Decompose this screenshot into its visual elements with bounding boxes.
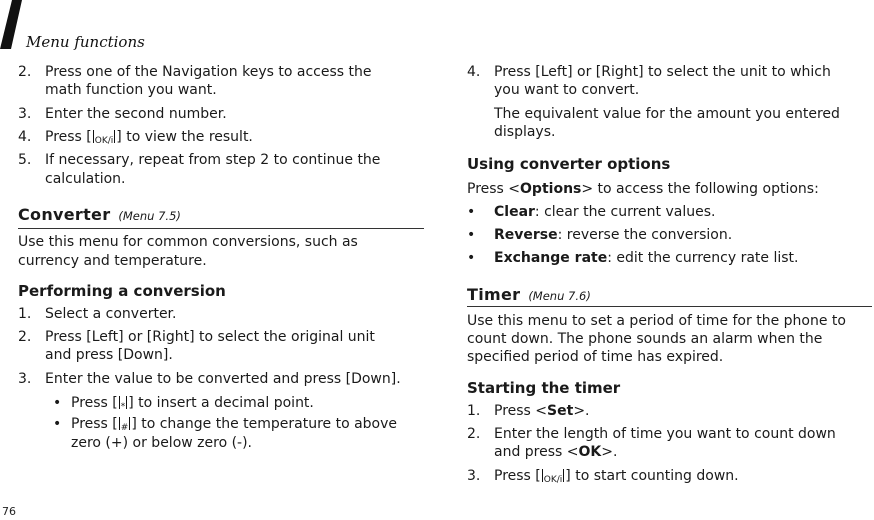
converter-desc: Use this menu for common conversions, such as	[18, 234, 358, 250]
step-text: Enter the second number.	[45, 106, 227, 122]
step-text: If necessary, repeat from step 2 to continue the	[45, 152, 381, 168]
step-note: displays.	[494, 124, 556, 140]
step-text: and press <OK>.	[494, 444, 618, 460]
step-number: 1.	[18, 306, 32, 322]
bullet-text: zero (+) or below zero (-).	[71, 435, 253, 451]
page-number: 76	[2, 505, 16, 518]
step-text: calculation.	[45, 171, 126, 187]
step-text: Press [Left] or [Right] to select the original unit	[45, 329, 375, 345]
section-divider	[467, 306, 872, 307]
converter-heading: Converter (Menu 7.5)	[18, 205, 181, 224]
step-note: The equivalent value for the amount you entered	[494, 106, 840, 122]
converter-desc: currency and temperature.	[18, 253, 207, 269]
starting-timer-heading: Starting the timer	[467, 379, 621, 397]
step-text: Press [ OK/i ] to start counting down.	[494, 468, 739, 485]
step-number: 2.	[467, 426, 481, 442]
ok-key-icon: OK/i	[93, 130, 116, 143]
ok-key-icon: OK/i	[542, 469, 565, 482]
step-number: 5.	[18, 152, 32, 168]
bullet-dot: •	[53, 395, 62, 411]
step-text: Enter the value to be converted and press [Down].	[45, 371, 401, 387]
bullet-dot: •	[467, 227, 476, 243]
step-number: 3.	[18, 106, 32, 122]
option-item: Exchange rate: edit the currency rate list.	[494, 250, 799, 266]
step-text: math function you want.	[45, 82, 217, 98]
converter-options-heading: Using converter options	[467, 155, 671, 173]
bullet-text: Press [ # ] to change the temperature to above	[71, 416, 398, 433]
step-number: 3.	[18, 371, 32, 387]
converter-menu-ref: (Menu 7.5)	[118, 209, 181, 223]
option-item: Clear: clear the current values.	[494, 204, 716, 220]
step-text: Enter the length of time you want to count down	[494, 426, 836, 442]
step-text: Press [ OK/i ] to view the result.	[45, 129, 253, 146]
step-number: 4.	[18, 129, 32, 145]
options-intro: Press <Options> to access the following options:	[467, 181, 819, 197]
step-text: Press [Left] or [Right] to select the unit to which	[494, 64, 831, 80]
bullet-dot: •	[467, 250, 476, 266]
timer-heading: Timer (Menu 7.6)	[467, 285, 591, 304]
header-title: Menu functions	[26, 33, 145, 51]
step-number: 2.	[18, 64, 32, 80]
step-text: Press <Set>.	[494, 403, 590, 419]
section-divider	[18, 228, 424, 229]
hash-key-icon: #	[119, 417, 131, 430]
timer-menu-ref: (Menu 7.6)	[528, 289, 591, 303]
bullet-dot: •	[53, 416, 62, 432]
star-key-icon: *	[119, 396, 128, 409]
performing-conversion-heading: Performing a conversion	[18, 282, 226, 300]
bullet-dot: •	[467, 204, 476, 220]
option-item: Reverse: reverse the conversion.	[494, 227, 733, 243]
timer-desc: specified period of time has expired.	[467, 349, 724, 365]
step-number: 3.	[467, 468, 481, 484]
step-text: you want to convert.	[494, 82, 640, 98]
bullet-text: Press [ * ] to insert a decimal point.	[71, 395, 314, 412]
step-text: Press one of the Navigation keys to access the	[45, 64, 372, 80]
timer-desc: count down. The phone sounds an alarm when the	[467, 331, 823, 347]
step-number: 2.	[18, 329, 32, 345]
step-number: 1.	[467, 403, 481, 419]
step-text: Select a converter.	[45, 306, 177, 322]
timer-desc: Use this menu to set a period of time for the phone to	[467, 313, 846, 329]
step-number: 4.	[467, 64, 481, 80]
step-text: and press [Down].	[45, 347, 173, 363]
